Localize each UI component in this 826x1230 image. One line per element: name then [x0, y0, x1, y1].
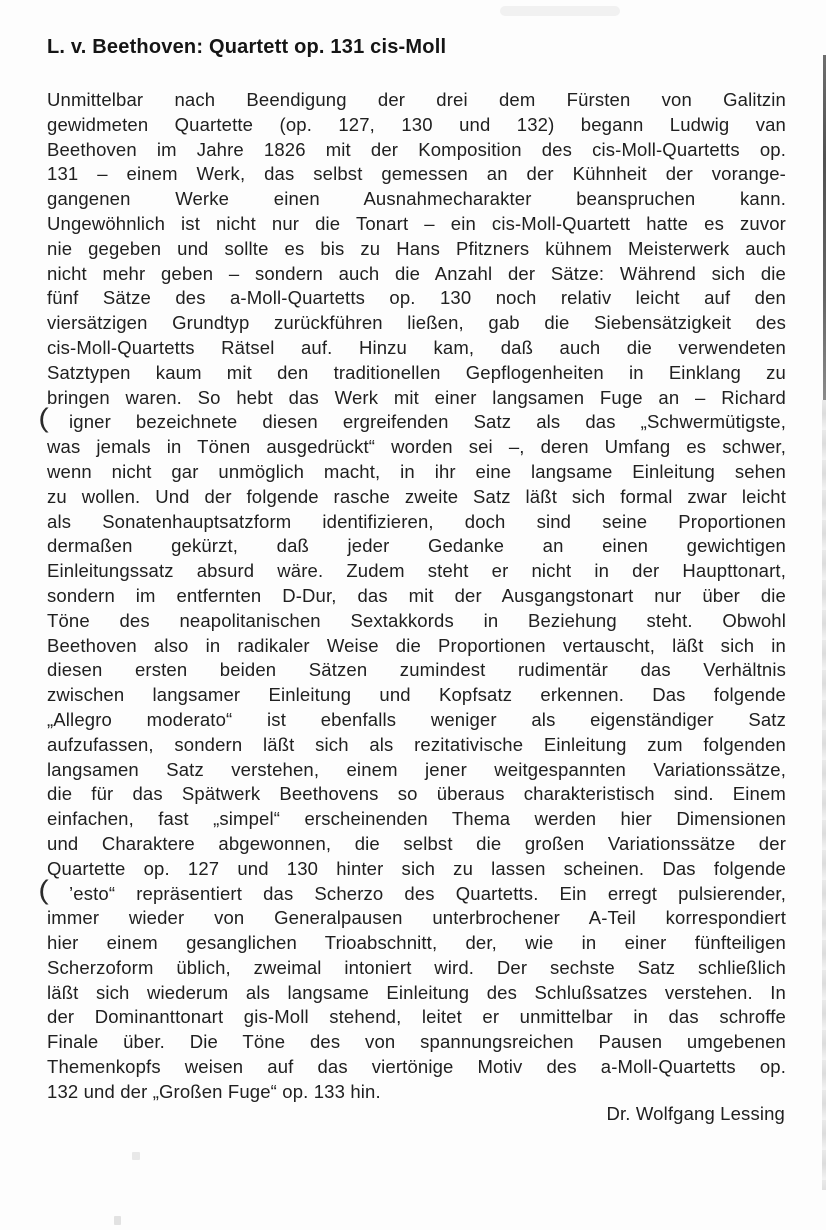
text-line: dermaßen gekürzt, daß jeder Gedanke an einen gewichtigen — [47, 535, 786, 557]
text-line: ’esto“ repräsentiert das Scherzo des Quartetts. Ein erregt pulsierender, — [69, 882, 786, 904]
text-line: Quartette op. 127 und 130 hinter sich zu lassen scheinen. Das folgende — [47, 857, 786, 879]
author-signature: Dr. Wolfgang Lessing — [606, 1103, 785, 1124]
text-line: nicht mehr geben – sondern auch die Anzahl der Sätze: Während sich die — [47, 262, 786, 284]
text-line: viersätzigen Grundtyp zurückführen ließen, gab die Siebensätzigkeit des — [47, 312, 786, 334]
text-line: igner bezeichnete diesen ergreifenden Satz als das „Schwermütigste, — [69, 411, 786, 433]
text-line: Satztypen kaum mit den traditionellen Gepflogenheiten in Einklang zu — [47, 361, 786, 383]
text-line: Scherzoform üblich, zweimal intoniert wird. Der sechste Satz schließlich — [47, 956, 786, 978]
text-line: aufzufassen, sondern läßt sich als rezitativische Einleitung zum folgenden — [47, 733, 786, 755]
text-line: wenn nicht gar unmöglich macht, in ihr eine langsame Einleitung sehen — [47, 460, 786, 482]
text-line: Beethoven also in radikaler Weise die Proportionen vertauscht, läßt sich in — [47, 634, 786, 656]
text-line: und Charaktere abgewonnen, die selbst die großen Variationssätze der — [47, 832, 786, 854]
text-line: was jemals in Tönen ausgedrückt“ worden sei –, deren Umfang es schwer, — [47, 436, 786, 458]
text-line: immer wieder von Generalpausen unterbrochener A-Teil korrespondiert — [47, 907, 786, 929]
document-title: L. v. Beethoven: Quartett op. 131 cis-Moll — [47, 36, 447, 58]
text-line: einfachen, fast „simpel“ erscheinenden Thema werden hier Dimensionen — [47, 808, 786, 830]
scan-smudge — [500, 6, 620, 16]
text-line-punch-hole — [38, 874, 786, 907]
text-line: langsamen Satz verstehen, einem jener weitgespannten Variationssätze, — [47, 758, 786, 780]
punch-hole-mark: ( — [38, 874, 49, 905]
text-line: cis-Moll-Quartetts Rätsel auf. Hinzu kam, daß auch die verwendeten — [47, 336, 786, 358]
text-line: Beethoven im Jahre 1826 mit der Komposition des cis-Moll-Quartetts op. — [47, 138, 786, 160]
text-line-punch-hole — [38, 403, 786, 435]
text-line: läßt sich wiederum als langsame Einleitung des Schlußsatzes verstehen. In — [47, 981, 786, 1003]
text-line: gangenen Werke einen Ausnahmecharakter beanspruchen kann. — [47, 188, 786, 210]
program-note-text — [38, 88, 786, 1105]
text-line: 131 – einem Werk, das selbst gemessen an der Kühnheit der vorange- — [47, 163, 786, 185]
text-line: der Dominanttonart gis-Moll stehend, leitet er unmittelbar in das schroffe — [47, 1006, 786, 1028]
text-line: als Sonatenhauptsatzform identifizieren, doch sind seine Proportionen — [47, 510, 786, 532]
text-line: Unmittelbar nach Beendigung der drei dem Fürsten von Galitzin — [47, 89, 786, 110]
scan-edge-artifact-light — [822, 400, 826, 1190]
text-line: zu wollen. Und der folgende rasche zweite Satz läßt sich formal zwar leicht — [47, 485, 786, 507]
scan-speck — [132, 1152, 140, 1160]
text-line: Einleitungssatz absurd wäre. Zudem steht er nicht in der Haupttonart, — [47, 560, 786, 582]
scan-speck — [114, 1216, 121, 1225]
text-line: die für das Spätwerk Beethovens so überaus charakteristisch sind. Einem — [47, 783, 786, 805]
text-line: bringen waren. So hebt das Werk mit einer langsamen Fuge an – Richard — [47, 386, 786, 408]
text-line: hier einem gesanglichen Trioabschnitt, der, wie in einer fünfteiligen — [47, 932, 786, 954]
text-line: nie gegeben und sollte es bis zu Hans Pfitzners kühnem Meisterwerk auch — [47, 237, 786, 259]
text-line: „Allegro moderato“ ist ebenfalls weniger als eigenständiger Satz — [47, 708, 786, 730]
text-line: 132 und der „Großen Fuge“ op. 133 hin. — [47, 1080, 381, 1102]
punch-hole-mark: ( — [38, 403, 49, 434]
text-line: Töne des neapolitanischen Sextakkords in Beziehung steht. Obwohl — [47, 609, 786, 631]
text-line: zwischen langsamer Einleitung und Kopfsatz erkennen. Das folgende — [47, 684, 786, 706]
text-line: diesen ersten beiden Sätzen zumindest rudimentär das Verhältnis — [47, 659, 786, 681]
text-line: Finale über. Die Töne des von spannungsreichen Pausen umgebenen — [47, 1031, 786, 1053]
text-line: Ungewöhnlich ist nicht nur die Tonart – ein cis-Moll-Quartett hatte es zuvor — [47, 212, 786, 234]
text-line: gewidmeten Quartette (op. 127, 130 und 132) begann Ludwig van — [47, 113, 786, 135]
text-line: Themenkopfs weisen auf das viertönige Motiv des a-Moll-Quartetts op. — [47, 1056, 786, 1078]
text-line: fünf Sätze des a-Moll-Quartetts op. 130 noch relativ leicht auf den — [47, 287, 786, 309]
text-line: sondern im entfernten D-Dur, das mit der Ausgangstonart nur über die — [47, 584, 786, 606]
